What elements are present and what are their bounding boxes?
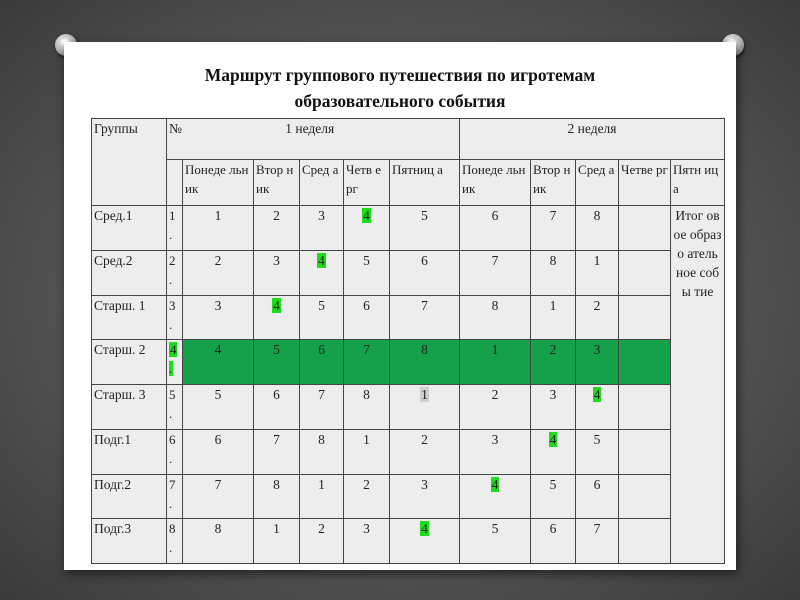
row-index <box>167 340 183 385</box>
cell-value: 7 <box>363 342 370 358</box>
table-row <box>92 519 725 564</box>
row-index <box>167 519 183 564</box>
cell-value: 7 <box>318 387 325 403</box>
cell-value: 2 <box>549 342 557 358</box>
cell-value: 5 <box>421 208 428 224</box>
table-row <box>92 295 725 340</box>
row-index <box>167 251 183 296</box>
schedule-cell <box>300 206 344 251</box>
cell-value: 4 <box>491 476 499 492</box>
schedule-cell <box>390 385 460 430</box>
cell-value: 6 <box>273 387 280 403</box>
cell-value: 6 <box>421 253 428 269</box>
schedule-cell <box>531 519 576 564</box>
title-line-2: образовательного события <box>294 91 506 111</box>
cell-value: 1 <box>273 521 280 537</box>
cell-value: 3 <box>421 476 428 492</box>
week2-header: 2 неделя <box>460 119 725 160</box>
final-event-cell: Итог овое образ о атель ное собы тие <box>671 206 725 564</box>
schedule-cell <box>183 206 254 251</box>
cell-value: 7 <box>593 521 601 537</box>
row-index-text: 2 . <box>169 253 176 288</box>
cell-value: 4 <box>363 208 370 224</box>
schedule-cell <box>344 295 390 340</box>
cell-value: 8 <box>318 431 325 447</box>
schedule-cell <box>344 474 390 519</box>
cell-value: 7 <box>273 431 280 447</box>
cell-value: 7 <box>421 297 428 313</box>
schedule-cell <box>254 251 300 296</box>
schedule-cell <box>300 251 344 296</box>
schedule-cell <box>390 206 460 251</box>
title-line-1: Маршрут группового путешествия по игротемам <box>204 65 596 85</box>
empty-cell <box>619 295 671 340</box>
header-row-days <box>92 159 725 206</box>
schedule-cell <box>576 340 619 385</box>
row-index-text: 5 . <box>169 387 176 422</box>
cell-value: 6 <box>214 431 222 447</box>
cell-value: 2 <box>421 431 428 447</box>
schedule-cell <box>460 429 531 474</box>
schedule-cell <box>300 474 344 519</box>
cell-value: 7 <box>214 476 222 492</box>
group-name: Сред.2 <box>92 251 167 296</box>
cell-value: 3 <box>491 431 499 447</box>
cell-value: 6 <box>318 342 325 358</box>
cell-value: 6 <box>491 208 499 224</box>
schedule-cell <box>183 385 254 430</box>
schedule-cell <box>390 251 460 296</box>
schedule-cell <box>576 429 619 474</box>
schedule-cell <box>531 206 576 251</box>
cell-value: 1 <box>491 342 499 358</box>
schedule-cell <box>531 251 576 296</box>
table-row <box>92 429 725 474</box>
table-row <box>92 206 725 251</box>
cell-value: 2 <box>363 476 370 492</box>
empty-cell <box>619 474 671 519</box>
cell-value: 2 <box>491 387 499 403</box>
cell-value: 3 <box>363 521 370 537</box>
schedule-cell <box>576 251 619 296</box>
slide-title <box>64 62 736 114</box>
schedule-cell <box>460 385 531 430</box>
schedule-cell <box>254 474 300 519</box>
cell-value: 4 <box>273 297 280 313</box>
day-header: Четв ерг <box>344 159 390 206</box>
cell-value: 2 <box>318 521 325 537</box>
empty-cell <box>619 206 671 251</box>
empty-cell <box>619 251 671 296</box>
cell-value: 8 <box>421 342 428 358</box>
cell-value: 6 <box>593 476 601 492</box>
schedule-cell <box>300 429 344 474</box>
cell-value: 1 <box>363 431 370 447</box>
empty-cell <box>619 385 671 430</box>
row-index <box>167 385 183 430</box>
cell-value: 8 <box>363 387 370 403</box>
group-name: Старш. 3 <box>92 385 167 430</box>
groups-header: Группы <box>92 119 167 206</box>
schedule-cell <box>344 206 390 251</box>
schedule-cell <box>183 295 254 340</box>
schedule-cell <box>576 474 619 519</box>
cell-value: 5 <box>214 387 222 403</box>
cell-value: 1 <box>318 476 325 492</box>
row-index-text: 1 . <box>169 208 176 243</box>
cell-value: 4 <box>214 342 222 358</box>
schedule-cell <box>300 340 344 385</box>
schedule-cell <box>254 206 300 251</box>
row-index <box>167 295 183 340</box>
schedule-cell <box>254 340 300 385</box>
day-header: Пятниц а <box>390 159 460 206</box>
schedule-cell <box>344 385 390 430</box>
week1-header: 1 неделя <box>285 121 335 136</box>
schedule-cell <box>344 340 390 385</box>
schedule-cell <box>576 385 619 430</box>
schedule-cell <box>460 295 531 340</box>
cell-value: 1 <box>549 297 557 313</box>
cell-value: 7 <box>549 208 557 224</box>
cell-value: 4 <box>593 387 601 403</box>
schedule-cell <box>460 474 531 519</box>
cell-value: 8 <box>491 297 499 313</box>
row-index-text: 6 . <box>169 431 176 466</box>
row-index <box>167 429 183 474</box>
schedule-cell <box>254 519 300 564</box>
schedule-cell <box>300 385 344 430</box>
day-header: Понеде льник <box>460 159 531 206</box>
group-name: Подг.3 <box>92 519 167 564</box>
cell-value: 8 <box>214 521 222 537</box>
schedule-cell <box>531 295 576 340</box>
day-header: Понеде льник <box>183 159 254 206</box>
cell-value: 3 <box>318 208 325 224</box>
cell-value: 3 <box>214 297 222 313</box>
day-header: Сред а <box>300 159 344 206</box>
schedule-cell <box>254 429 300 474</box>
schedule-cell <box>300 295 344 340</box>
cell-value: 7 <box>491 253 499 269</box>
day-header: Втор ник <box>254 159 300 206</box>
header-row-weeks <box>92 119 725 160</box>
cell-value: 4 <box>318 253 325 269</box>
group-name: Старш. 1 <box>92 295 167 340</box>
group-name: Старш. 2 <box>92 340 167 385</box>
table-row <box>92 474 725 519</box>
schedule-cell <box>300 519 344 564</box>
row-index <box>167 474 183 519</box>
number-header-cont <box>167 159 183 206</box>
schedule-cell <box>531 474 576 519</box>
table-row <box>92 385 725 430</box>
cell-value: 8 <box>273 476 280 492</box>
empty-cell <box>619 429 671 474</box>
slide <box>64 42 736 570</box>
cell-value: 1 <box>421 387 428 403</box>
table-row <box>92 251 725 296</box>
schedule-cell <box>254 385 300 430</box>
group-name: Подг.1 <box>92 429 167 474</box>
schedule-cell <box>460 206 531 251</box>
group-name: Сред.1 <box>92 206 167 251</box>
cell-value: 4 <box>421 521 428 537</box>
schedule-cell <box>390 429 460 474</box>
cell-value: 5 <box>318 297 325 313</box>
cell-value: 5 <box>549 476 557 492</box>
schedule-cell <box>183 519 254 564</box>
cell-value: 5 <box>491 521 499 537</box>
cell-value: 6 <box>549 521 557 537</box>
schedule-cell <box>344 251 390 296</box>
cell-value: 4 <box>549 431 557 447</box>
schedule-cell <box>254 295 300 340</box>
day-header: Сред а <box>576 159 619 206</box>
row-index-text: 8 . <box>169 521 176 556</box>
cell-value: 1 <box>593 253 601 269</box>
schedule-cell <box>183 474 254 519</box>
cell-value: 2 <box>593 297 601 313</box>
schedule-cell <box>460 519 531 564</box>
schedule-cell <box>576 295 619 340</box>
cell-value: 2 <box>273 208 280 224</box>
cell-value: 5 <box>273 342 280 358</box>
empty-cell <box>619 519 671 564</box>
day-header: Втор ник <box>531 159 576 206</box>
schedule-cell <box>183 251 254 296</box>
schedule-cell <box>344 519 390 564</box>
schedule-cell <box>344 429 390 474</box>
cell-value: 3 <box>593 342 601 358</box>
schedule-cell <box>183 429 254 474</box>
cell-value: 3 <box>273 253 280 269</box>
schedule-cell <box>576 519 619 564</box>
schedule-cell <box>183 340 254 385</box>
row-index-text: 3 . <box>169 297 176 332</box>
schedule-cell <box>390 474 460 519</box>
row-index <box>167 206 183 251</box>
cell-value: 1 <box>214 208 222 224</box>
cell-value: 3 <box>549 387 557 403</box>
schedule-cell <box>531 385 576 430</box>
schedule-cell <box>460 340 531 385</box>
number-header: № <box>169 121 182 136</box>
cell-value: 5 <box>593 431 601 447</box>
schedule-cell <box>531 340 576 385</box>
table-row <box>92 340 725 385</box>
day-header: Четве рг <box>619 159 671 206</box>
schedule-cell <box>531 429 576 474</box>
weeks-header-1 <box>167 119 460 160</box>
schedule-table <box>91 118 725 564</box>
day-header: Пятн ица <box>671 159 725 206</box>
row-index-text: 4 . <box>169 342 177 377</box>
cell-value: 8 <box>593 208 601 224</box>
group-name: Подг.2 <box>92 474 167 519</box>
row-index-text: 7 . <box>169 476 176 511</box>
cell-value: 2 <box>214 253 222 269</box>
cell-value: 8 <box>549 253 557 269</box>
empty-cell <box>619 340 671 385</box>
schedule-cell <box>576 206 619 251</box>
schedule-cell <box>390 519 460 564</box>
schedule-cell <box>460 251 531 296</box>
schedule-cell <box>390 340 460 385</box>
cell-value: 6 <box>363 297 370 313</box>
cell-value: 5 <box>363 253 370 269</box>
schedule-cell <box>390 295 460 340</box>
